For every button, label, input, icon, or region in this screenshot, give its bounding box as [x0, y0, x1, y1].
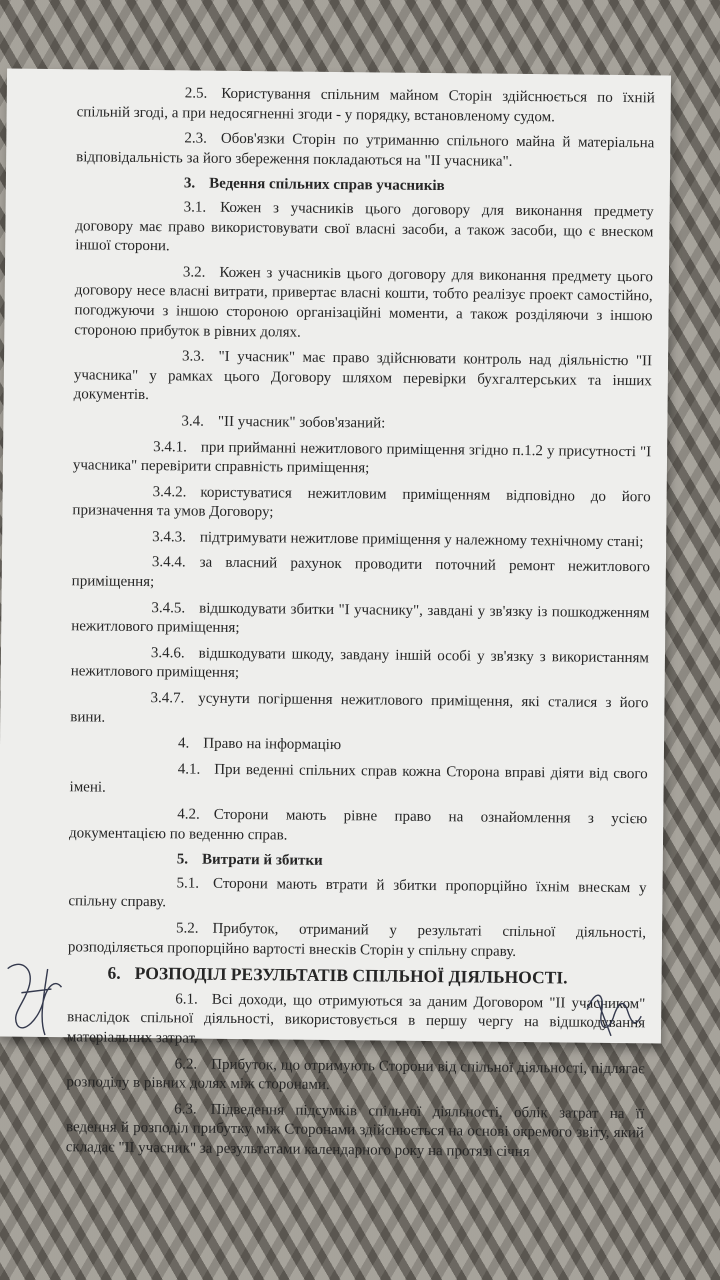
clause-3-4-6: 3.4.6. відшкодувати шкоду, завдану іншій особі у зв'язку з використанням нежитлового приміщення; [70, 644, 650, 682]
clause-6-2: 6.2. Прибуток, що отримують Сторони від спільної діяльності, підлягає розподілу в рівних долях між сторонами. [66, 1055, 645, 1094]
section-6-heading: 6. РОЗПОДІЛ РЕЗУЛЬТАТІВ СПІЛЬНОЇ ДІЯЛЬНОСТІ. [107, 962, 568, 988]
clause-3-4-7: 3.4.7. усунути погіршення нежитлового приміщення, які сталися з його вини. [70, 690, 649, 726]
clause-3-2: 3.2. Кожен з учасників цього договору для виконання предмету цього договору несе власні витрати, привертає власні кошти, тобто реалізує проект самостійно, погоджуючи з іншою стороною організаційні моменти, а також розділяючи з іншою стороною прибуток в рівних долях. [74, 264, 654, 341]
clause-5-1: 5.1. Сторони мають втрати й збитки пропорційно їхнім внескам у спільну справу. [68, 875, 647, 911]
clause-4-1: 4.1. При веденні спільних справ кожна Сторона вправі діяти від свого імені. [69, 761, 648, 797]
clause-3-4-2: 3.4.2. користуватися нежитловим приміщенням відповідно до його призначення та умов Договору; [72, 483, 651, 521]
clause-3-4: 3.4. "II учасник" зобов'язаний: [181, 413, 386, 432]
signature-right [577, 980, 648, 1041]
clause-3-3: 3.3. "I учасник" має право здійснювати контроль над діяльністю "II учасника" у рамках цього Договору шляхом перевірки бухгалтерських та інших документів. [73, 348, 653, 404]
clause-3-1: 3.1. Кожен з учасників цього договору для виконання предмету договору має право використовувати свої власні засоби, а також засоби, що є внеском іншої сторони. [75, 199, 654, 255]
clause-3-4-4: 3.4.4. за власний рахунок проводити поточний ремонт нежитлового приміщення; [71, 554, 650, 591]
section-4-heading: 4. Право на інформацію [177, 735, 342, 754]
document-body [66, 83, 655, 1169]
section-3-heading: 3. Ведення спільних справ учасників [183, 175, 445, 195]
clause-5-2: 5.2. Прибуток, отриманий у результаті спільної діяльності, розподіляється пропорційно вартості внесків Сторін у спільну справу. [67, 920, 647, 960]
clause-3-4-1: 3.4.1. при прийманні нежитлового приміщення згідно п.1.2 у присутності "I учасника" перевірити справність приміщення; [72, 438, 652, 477]
clause-2-3: 2.3. Обов'язки Сторін по утриманню спільного майна й матеріальна відповідальність за його збереження покладаються на "II учасника". [76, 130, 655, 170]
clause-3-4-5: 3.4.5. відшкодувати збитки "I учаснику", завдані у зв'язку із пошкодженням нежитлового приміщення; [71, 599, 650, 637]
clause-6-3: 6.3. Підведення підсумків спільної діяльності, облік затрат на її ведення й розподіл прибутку між Сторонами здійснюється на основі окремого звіту, який складає "II учасник" за результатами календарного року на протязі січня [65, 1101, 645, 1160]
clause-3-4-3: 3.4.3. підтримувати нежитлове приміщення у належному технічному стані; [152, 528, 644, 551]
document-page [0, 69, 671, 1160]
clause-2-5: 2.5. Користування спільним майном Сторін здійснюється по їхній спільній згоді, а при недосягненні згоди - у порядку, встановленому судом. [76, 85, 655, 125]
signature-left [0, 949, 70, 1040]
section-5-heading: 5. Витрати й збитки [176, 851, 323, 870]
clause-6-1: 6.1. Всі доходи, що отримуються за даним Договором "II учасником" внаслідок спільної діяльності, використовується в першу чергу на відшкодування матеріальних затрат. [66, 991, 646, 1047]
clause-4-2: 4.2. Сторони мають рівне право на ознайомлення з усією документацією по веденню справ. [69, 806, 648, 844]
